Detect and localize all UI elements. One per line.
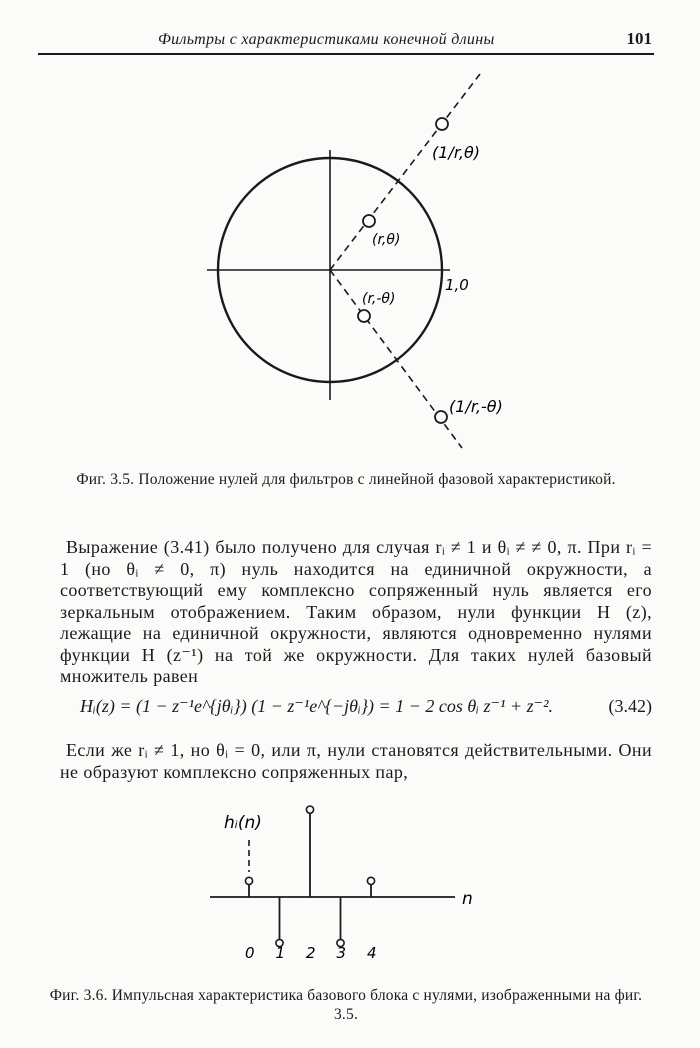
tick-label: 2 (306, 944, 316, 962)
figure-3-5-caption: Фиг. 3.5. Положение нулей для фильтров с линейной фазовой характеристикой. (76, 471, 616, 488)
figure-3-6 (0, 780, 700, 990)
page-number: 101 (626, 29, 652, 48)
stem-marker (306, 806, 313, 813)
y-axis-label: hᵢ(n) (224, 813, 262, 833)
point-label-1: (1/r,θ) (432, 143, 481, 162)
figure-3-6-caption: Фиг. 3.6. Импульсная характеристика базового блока с нулями, изображенными на фиг. 3.5. (49, 987, 643, 1023)
point-label-4: (1/r,-θ) (449, 397, 503, 416)
running-title: Фильтры с характеристиками конечной длины (158, 31, 495, 48)
paragraph-1 (60, 537, 652, 688)
tick-label: 0 (245, 944, 255, 962)
unit-label: 1,0 (445, 276, 469, 294)
point-label-3: (r,-θ) (362, 291, 396, 307)
stem-marker (245, 877, 252, 884)
figure-3-5 (0, 0, 700, 470)
zero-marker-outer-lower (435, 411, 447, 423)
paragraph-2-text: Если же rᵢ ≠ 1, но θᵢ = 0, или π, нули становятся действительными. Они не образуют комплексно сопряженных пар, (60, 740, 652, 782)
paragraph-1-text: Выражение (3.41) было получено для случая rᵢ ≠ 1 и θᵢ ≠ ≠ 0, π. При rᵢ = 1 (но θᵢ ≠ 0, π) нуль находится на единичной окружности, а соответствующий ему комплексно сопряженный нуль является его зеркальным отображением. Таким образом, нули функции H (z), лежащие на единичной окружности, являются одновременно нулями функции H (z⁻¹) на той же окружности. Для таких нулей базовый множитель равен (60, 537, 652, 686)
zero-marker-inner-lower (358, 310, 370, 322)
stem-marker (367, 877, 374, 884)
equation-body: Hᵢ(z) = (1 − z⁻¹e^{jθᵢ}) (1 − z⁻¹e^{−jθᵢ}) = 1 − 2 cos θᵢ z⁻¹ + z⁻². (80, 696, 553, 716)
equation-number: (3.42) (608, 696, 652, 716)
tick-label: 1 (275, 944, 286, 962)
radial-line-upper (330, 74, 480, 270)
zero-marker-inner-upper (363, 215, 375, 227)
x-axis-label: n (462, 889, 473, 909)
equation-3-42 (80, 696, 652, 720)
point-label-2: (r,θ) (372, 232, 401, 248)
paragraph-2 (60, 740, 652, 783)
tick-label: 3 (336, 944, 347, 962)
zero-marker-outer-upper (436, 118, 448, 130)
tick-label: 4 (367, 944, 377, 962)
